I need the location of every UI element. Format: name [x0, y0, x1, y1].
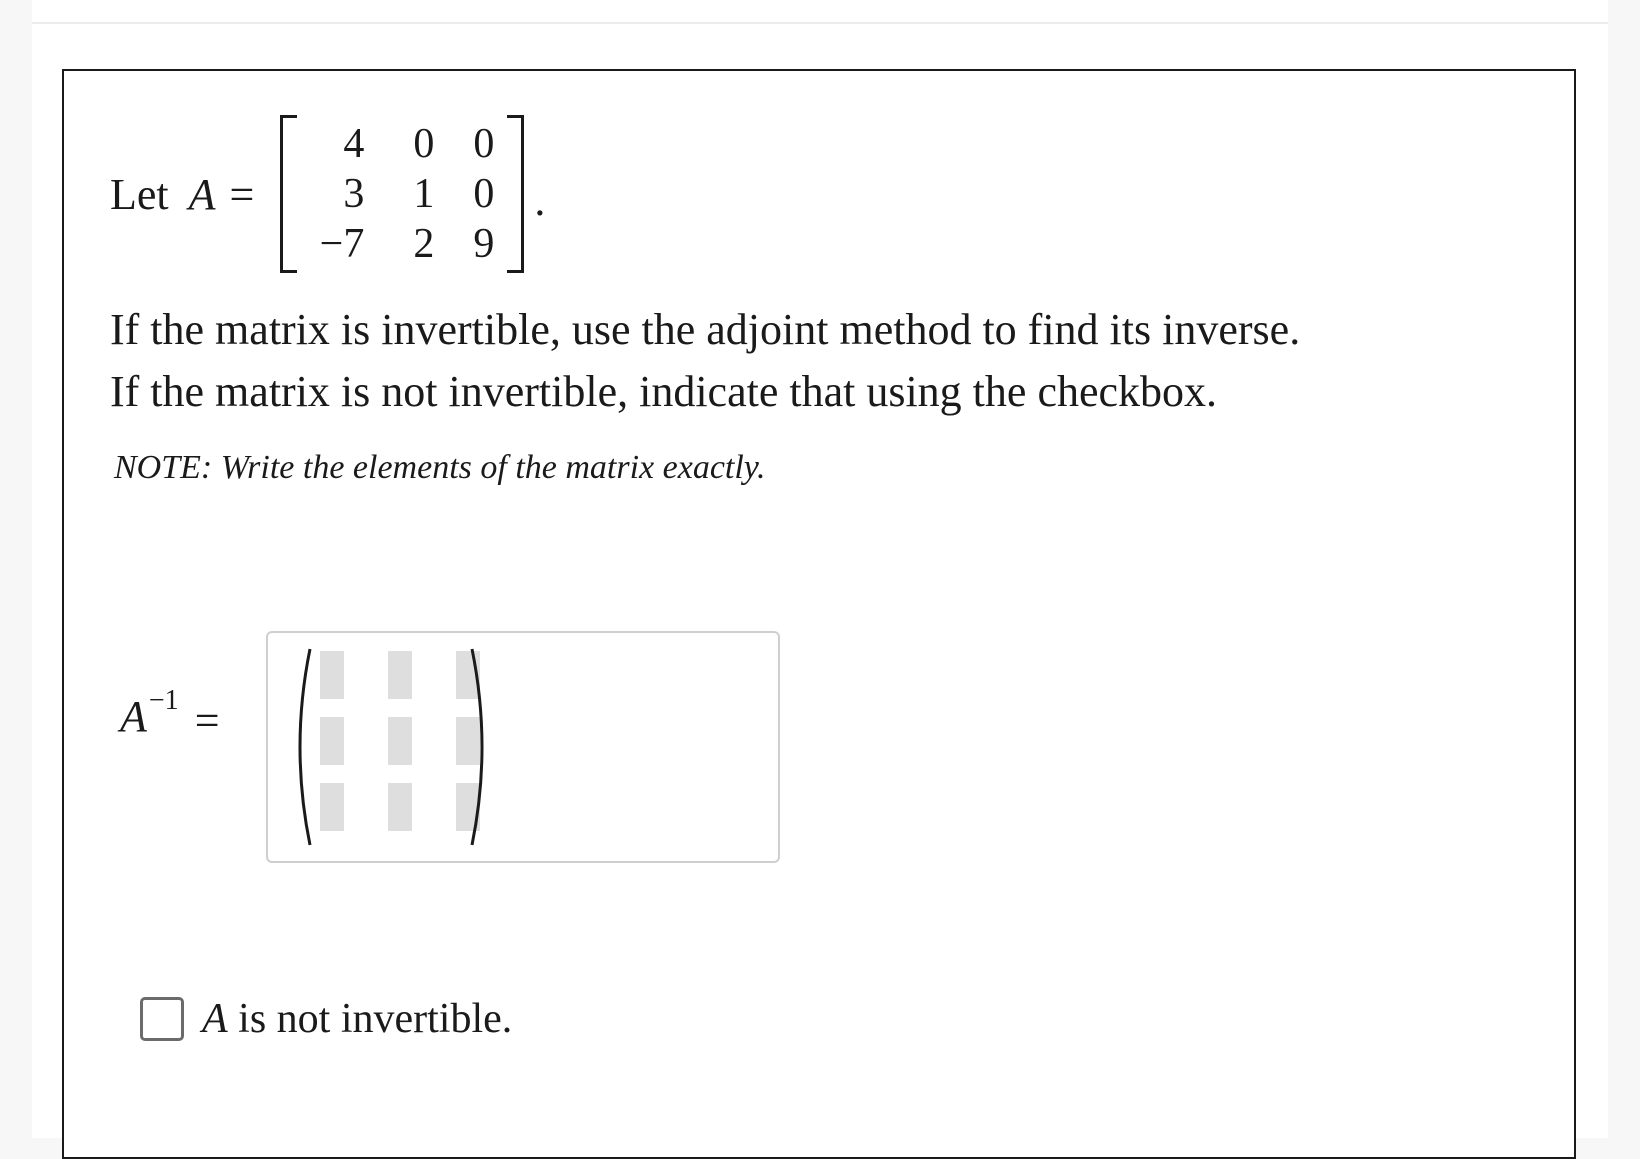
not-invertible-label[interactable] [202, 995, 512, 1043]
not-invertible-variable: A [202, 996, 228, 1042]
inverse-exponent: −1 [148, 685, 179, 716]
instructions-line-1: If the matrix is invertible, use the adjoint method to find its inverse. [110, 305, 1301, 354]
instructions [110, 299, 1530, 423]
let-word: Let [110, 169, 169, 219]
matrix-variable: A [188, 169, 216, 219]
matrix-entry: 1 [413, 171, 435, 217]
matrix-entry: 2 [413, 221, 435, 267]
instructions-line-2: If the matrix is not invertible, indicate that using the checkbox. [110, 367, 1218, 416]
matrix-entry: −7 [319, 221, 365, 267]
answer-cell-r3c2[interactable] [388, 783, 412, 831]
matrix-entry: 4 [343, 121, 365, 167]
given-matrix-grid [302, 115, 502, 273]
inverse-label [120, 685, 220, 746]
question-card [62, 69, 1576, 1159]
not-invertible-option[interactable] [140, 995, 512, 1043]
answer-cell-r3c1[interactable] [320, 783, 344, 831]
given-matrix [280, 115, 524, 273]
matrix-entry: 9 [473, 221, 495, 267]
inverse-variable: A [120, 692, 147, 741]
answer-cell-r1c2[interactable] [388, 651, 412, 699]
equals-sign: = [229, 169, 255, 219]
answer-matrix-grid [320, 651, 480, 831]
answer-cell-r2c2[interactable] [388, 717, 412, 765]
answer-cell-r2c1[interactable] [320, 717, 344, 765]
not-invertible-checkbox[interactable] [140, 997, 184, 1041]
left-paren-icon [290, 647, 314, 847]
matrix-entry: 3 [343, 171, 365, 217]
answer-cell-r1c1[interactable] [320, 651, 344, 699]
inverse-equals: = [194, 696, 220, 745]
period: . [534, 175, 546, 225]
matrix-entry: 0 [413, 121, 435, 167]
matrix-definition [110, 109, 545, 279]
top-divider [32, 22, 1608, 24]
matrix-answer-box[interactable] [266, 631, 780, 863]
note-text: NOTE: Write the elements of the matrix exactly. [114, 449, 766, 486]
not-invertible-text: is not invertible. [227, 996, 513, 1042]
right-paren-icon [468, 647, 492, 847]
matrix-entry: 0 [473, 121, 495, 167]
matrix-entry: 0 [473, 171, 495, 217]
